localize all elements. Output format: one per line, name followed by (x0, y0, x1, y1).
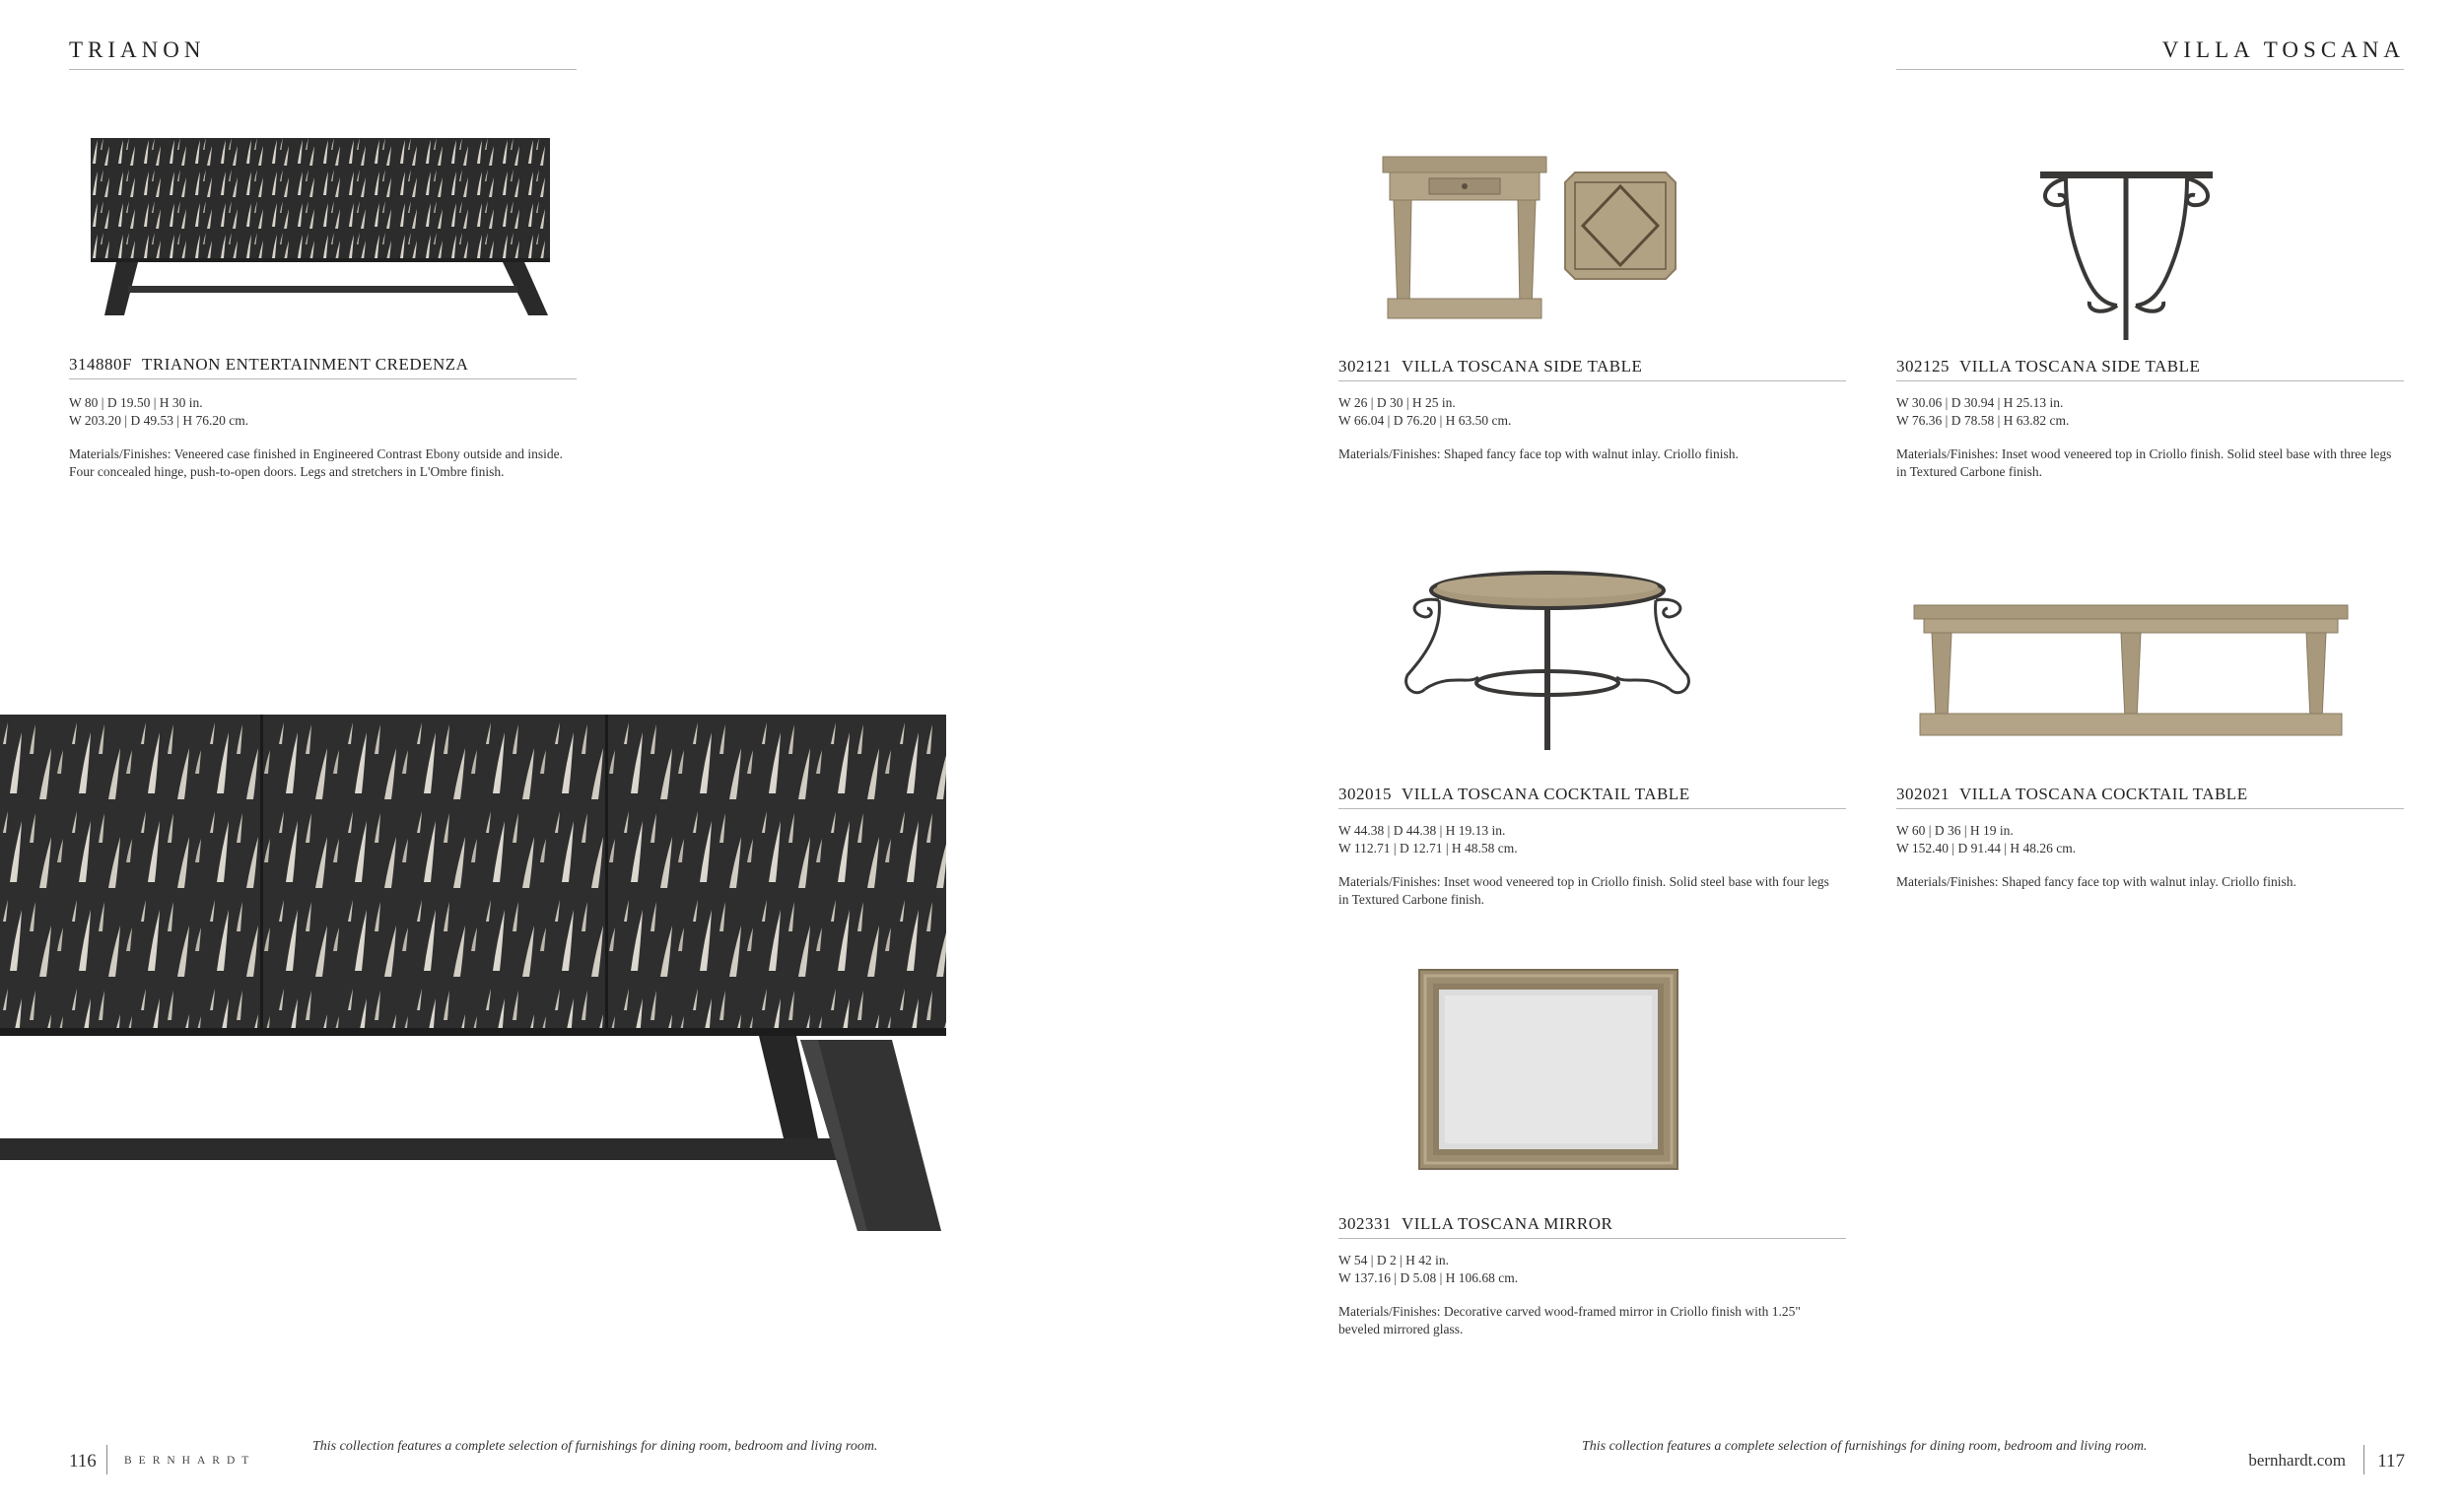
credenza-title-rule (69, 378, 577, 379)
product-302331-sku: 302331 (1338, 1214, 1392, 1233)
product-302331-dims-cm: W 137.16 | D 5.08 | H 106.68 cm. (1338, 1270, 1519, 1285)
left-footer-note: This collection features a complete selection of furnishings for dining room, bedroom and living room. (312, 1439, 878, 1454)
product-302015-sku: 302015 (1338, 785, 1392, 803)
product-302331-dimensions (1338, 1252, 1518, 1287)
product-302015-materials: Materials/Finishes: Inset wood veneered top in Criollo finish. Solid steel base with four legs in Textured Carbone finish. (1338, 874, 1829, 907)
left-header-rule (69, 69, 577, 70)
credenza-dimensions (69, 394, 248, 430)
left-footer-divider (106, 1445, 107, 1474)
product-302125-name: VILLA TOSCANA SIDE TABLE (1959, 357, 2201, 376)
product-302125-rule (1896, 380, 2404, 381)
product-302121-sku: 302121 (1338, 357, 1392, 376)
left-page-header: TRIANON (69, 37, 206, 62)
left-page-number: 116 (69, 1451, 97, 1472)
credenza-sku: 314880F (69, 355, 132, 374)
credenza-title (69, 355, 468, 375)
product-302121-dims-inches: W 26 | D 30 | H 25 in. (1338, 395, 1456, 410)
right-page-number: 117 (2377, 1451, 2405, 1472)
brand-wordmark: BERNHARDT (124, 1455, 256, 1467)
product-302125-dims-inches: W 30.06 | D 30.94 | H 25.13 in. (1896, 395, 2064, 410)
side-table-302121-image (1380, 153, 1720, 325)
product-302121-materials: Materials/Finishes: Shaped fancy face top with walnut inlay. Criollo finish. (1338, 446, 1739, 461)
mirror-302331-image (1417, 968, 1679, 1171)
product-302331-dims-inches: W 54 | D 2 | H 42 in. (1338, 1253, 1450, 1267)
side-table-302125-image (2030, 168, 2223, 345)
product-302121-dimensions (1338, 394, 1511, 430)
cocktail-table-302015-image (1400, 567, 1695, 754)
product-302121-dims-cm: W 66.04 | D 76.20 | H 63.50 cm. (1338, 413, 1512, 428)
product-302015-title (1338, 785, 1690, 804)
product-302021-title (1896, 785, 2248, 804)
product-302121-name: VILLA TOSCANA SIDE TABLE (1402, 357, 1643, 376)
product-302331-rule (1338, 1238, 1846, 1239)
product-302015-name: VILLA TOSCANA COCKTAIL TABLE (1402, 785, 1690, 803)
credenza-materials: Materials/Finishes: Veneered case finished in Engineered Contrast Ebony outside and inside. Four concealed hinge, push-to-open doors. Legs and stretchers in L'Ombre finish. (69, 446, 564, 479)
product-302125-dims-cm: W 76.36 | D 78.58 | H 63.82 cm. (1896, 413, 2070, 428)
product-302021-dims-inches: W 60 | D 36 | H 19 in. (1896, 823, 2014, 838)
product-302021-dimensions (1896, 822, 2076, 857)
cocktail-table-302021-image (1912, 603, 2351, 751)
product-302331-title (1338, 1214, 1612, 1234)
product-302121-rule (1338, 380, 1846, 381)
credenza-closeup-image (0, 715, 986, 1247)
product-302021-rule (1896, 808, 2404, 809)
product-302331-name: VILLA TOSCANA MIRROR (1402, 1214, 1613, 1233)
right-footer-note: This collection features a complete selection of furnishings for dining room, bedroom and living room. (1582, 1439, 2148, 1454)
right-footer-divider (2363, 1445, 2364, 1474)
credenza-name: TRIANON ENTERTAINMENT CREDENZA (141, 355, 469, 374)
product-302331-materials: Materials/Finishes: Decorative carved wood-framed mirror in Criollo finish with 1.25" beveled mirrored glass. (1338, 1304, 1801, 1336)
product-302125-sku: 302125 (1896, 357, 1950, 376)
product-302125-materials: Materials/Finishes: Inset wood veneered top in Criollo finish. Solid steel base with three legs in Textured Carbone finish. (1896, 446, 2392, 479)
credenza-thumbnail-image (89, 136, 552, 323)
product-302021-materials: Materials/Finishes: Shaped fancy face top with walnut inlay. Criollo finish. (1896, 874, 2296, 889)
right-header-rule (1896, 69, 2404, 70)
product-302015-dims-cm: W 112.71 | D 12.71 | H 48.58 cm. (1338, 841, 1518, 856)
product-302121-title (1338, 357, 1642, 376)
product-302015-rule (1338, 808, 1846, 809)
product-302125-dimensions (1896, 394, 2069, 430)
product-302125-title (1896, 357, 2200, 376)
product-302015-dims-inches: W 44.38 | D 44.38 | H 19.13 in. (1338, 823, 1506, 838)
product-302021-name: VILLA TOSCANA COCKTAIL TABLE (1959, 785, 2248, 803)
credenza-dims-cm: W 203.20 | D 49.53 | H 76.20 cm. (69, 413, 249, 428)
product-302021-sku: 302021 (1896, 785, 1950, 803)
credenza-dims-inches: W 80 | D 19.50 | H 30 in. (69, 395, 203, 410)
product-302021-dims-cm: W 152.40 | D 91.44 | H 48.26 cm. (1896, 841, 2077, 856)
website-link[interactable]: bernhardt.com (2248, 1451, 2346, 1470)
product-302015-dimensions (1338, 822, 1518, 857)
right-page-header: VILLA TOSCANA (2161, 37, 2405, 62)
